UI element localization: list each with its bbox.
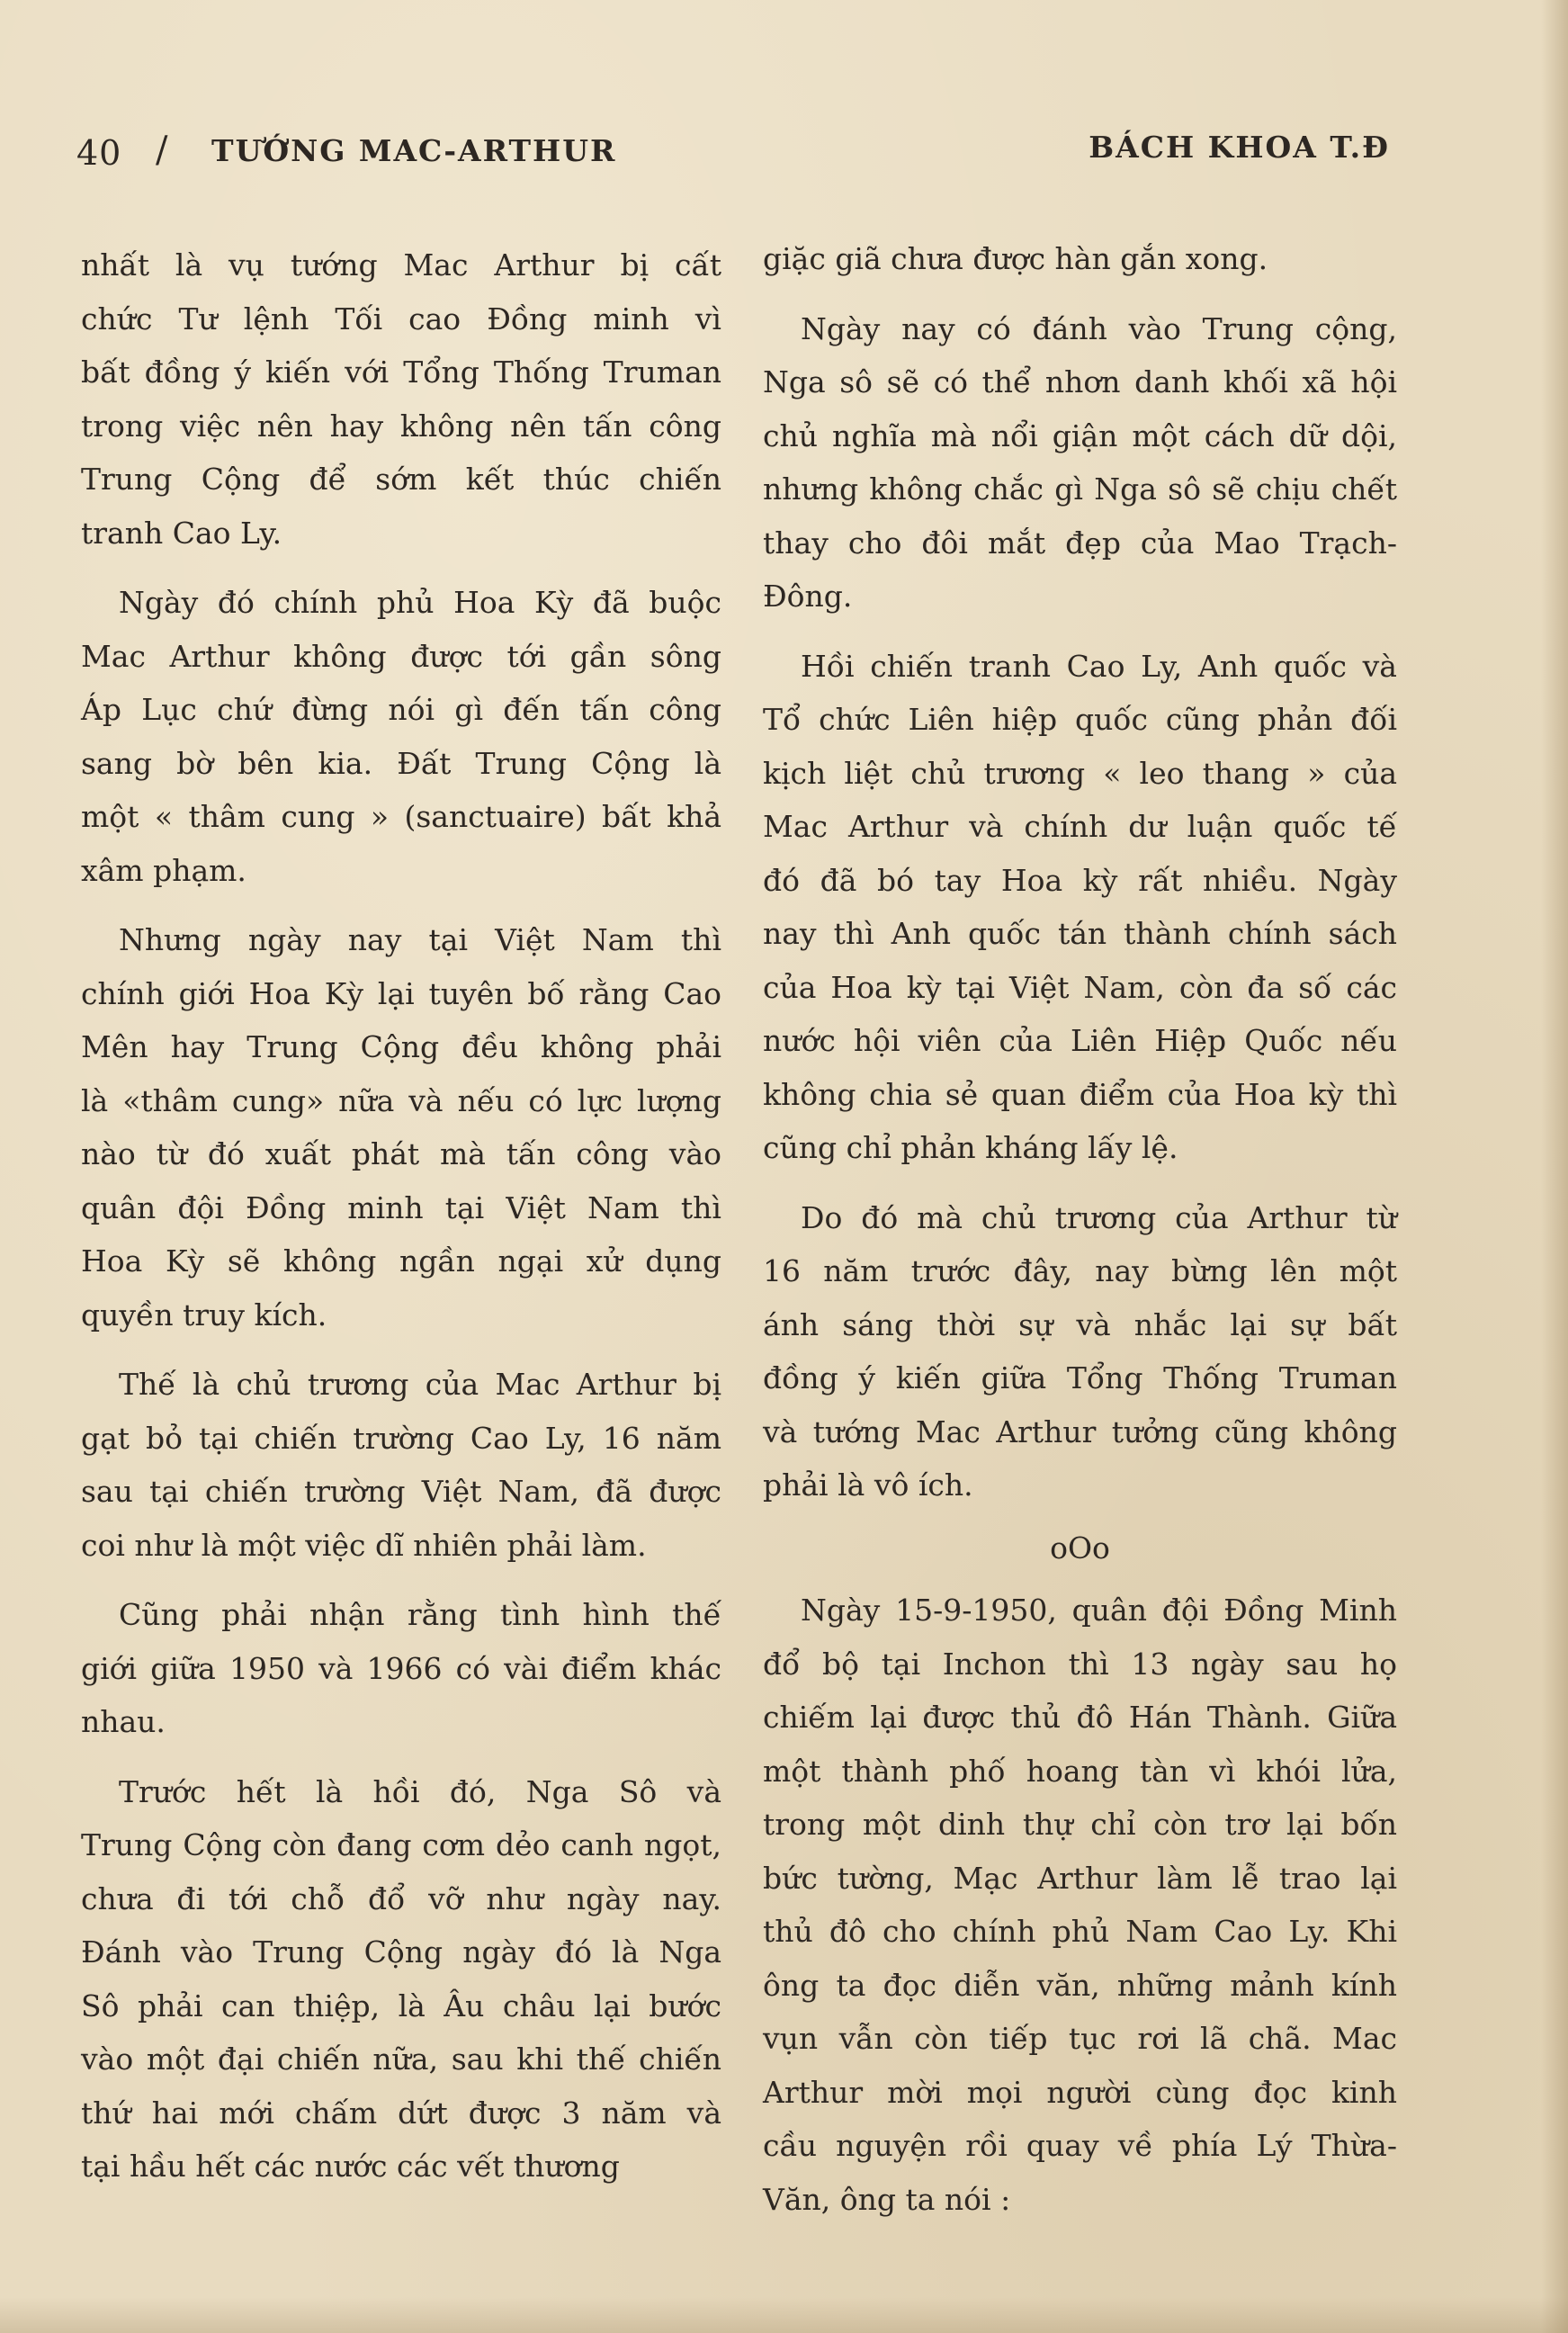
text-line: kịch liệt chủ trương « leo thang » của <box>763 755 1397 791</box>
text-line: nào từ đó xuất phát mà tấn công vào <box>81 1136 721 1171</box>
text-line: Mac Arthur không được tới gần sông <box>81 638 721 674</box>
text-line: quyền truy kích. <box>81 1297 327 1333</box>
text-line: xâm phạm. <box>81 852 246 888</box>
text-line: Arthur mời mọi người cùng đọc kinh <box>763 2074 1397 2110</box>
text-line: một « thâm cung » (sanctuaire) bất khả <box>81 799 721 834</box>
text-line: Ngày 15-9-1950, quân đội Đồng Minh <box>801 1593 1397 1628</box>
text-line: nay thì Anh quốc tán thành chính sách <box>763 916 1397 951</box>
text-line: thủ đô cho chính phủ Nam Cao Ly. Khi <box>763 1914 1397 1949</box>
paragraph <box>81 238 721 560</box>
text-line: Nga sô sẽ có thể nhơn danh khối xã hội <box>763 364 1397 399</box>
text-line: nước hội viên của Liên Hiệp Quốc nếu <box>763 1023 1397 1058</box>
text-line: Văn, ông ta nói : <box>763 2181 1011 2217</box>
paragraph <box>81 1358 721 1572</box>
text-line: sau tại chiến trường Việt Nam, đã được <box>81 1474 721 1509</box>
text-line: đổ bộ tại Inchon thì 13 ngày sau họ <box>763 1646 1397 1682</box>
text-line: sang bờ bên kia. Đất Trung Cộng là <box>81 745 721 781</box>
text-line: Do đó mà chủ trương của Arthur từ <box>801 1199 1397 1235</box>
text-line: Trung Cộng để sớm kết thúc chiến <box>81 462 721 497</box>
text-line: đó đã bó tay Hoa kỳ rất nhiều. Ngày <box>763 862 1397 898</box>
text-line: tranh Cao Ly. <box>81 515 282 551</box>
text-line: giặc giã chưa được hàn gắn xong. <box>763 241 1268 276</box>
paragraph <box>763 302 1397 624</box>
text-line: cũng chỉ phản kháng lấy lệ. <box>763 1130 1178 1165</box>
paragraph <box>81 1765 721 2194</box>
text-line: Thế là chủ trương của Mac Arthur bị <box>119 1367 721 1402</box>
text-line: chưa đi tới chỗ đổ vỡ như ngày nay. <box>81 1880 721 1916</box>
text-line: Trước hết là hồi đó, Nga Sô và <box>119 1773 721 1809</box>
text-line: cầu nguyện rồi quay về phía Lý Thừa- <box>763 2128 1397 2163</box>
text-line: Nhưng ngày nay tại Việt Nam thì <box>119 922 721 957</box>
paragraph <box>763 232 1397 286</box>
paragraph <box>763 1191 1397 1512</box>
text-line: thay cho đôi mắt đẹp của Mao Trạch- <box>763 525 1397 561</box>
text-line: nhất là vụ tướng Mac Arthur bị cất <box>81 247 721 283</box>
text-line: gạt bỏ tại chiến trường Cao Ly, 16 năm <box>81 1420 721 1456</box>
text-line: Áp Lục chứ đừng nói gì đến tấn công <box>81 692 721 727</box>
text-line: Mên hay Trung Cộng đều không phải <box>81 1029 721 1064</box>
text-line: thứ hai mới chấm dứt được 3 năm và <box>81 2095 721 2131</box>
text-line: Đánh vào Trung Cộng ngày đó là Nga <box>81 1934 721 1970</box>
text-line: nhưng không chắc gì Nga sô sẽ chịu chết <box>763 471 1397 507</box>
text-line: 16 năm trước đây, nay bừng lên một <box>763 1253 1397 1288</box>
page-header <box>76 126 1390 180</box>
section-separator: oOo <box>1050 1530 1110 1566</box>
text-line: trong việc nên hay không nên tấn công <box>81 408 721 444</box>
text-line: Đông. <box>763 579 853 614</box>
text-line: bất đồng ý kiến với Tổng Thống Truman <box>81 354 721 390</box>
text-line: coi như là một việc dĩ nhiên phải làm. <box>81 1527 647 1563</box>
text-line: chủ nghĩa mà nổi giận một cách dữ dội, <box>763 417 1397 453</box>
text-line: phải là vô ích. <box>763 1467 973 1503</box>
paragraph <box>81 576 721 897</box>
text-line: vụn vẫn còn tiếp tục rơi lã chã. Mac <box>763 2021 1397 2056</box>
text-line: và tướng Mac Arthur tưởng cũng không <box>763 1413 1397 1449</box>
text-line: trong một dinh thự chỉ còn trơ lại bốn <box>763 1807 1397 1842</box>
header-separator: / <box>156 130 168 171</box>
text-line: Sô phải can thiệp, là Âu châu lại bước <box>81 1988 721 2023</box>
text-line: là «thâm cung» nữa và nếu có lực lượng <box>81 1082 721 1118</box>
text-line: bức tường, Mạc Arthur làm lễ trao lại <box>763 1860 1397 1896</box>
text-line: vào một đại chiến nữa, sau khi thế chiến <box>81 2041 721 2077</box>
paragraph <box>763 640 1397 1175</box>
paragraph <box>81 1588 721 1749</box>
text-line: chiếm lại được thủ đô Hán Thành. Giữa <box>763 1700 1397 1735</box>
text-line: chính giới Hoa Kỳ lại tuyên bố rằng Cao <box>81 975 721 1011</box>
text-line: giới giữa 1950 và 1966 có vài điểm khác <box>81 1650 721 1686</box>
paragraph <box>763 1584 1397 2226</box>
text-line: Hoa Kỳ sẽ không ngần ngại xử dụng <box>81 1243 721 1279</box>
page-number: 40 <box>76 133 122 173</box>
text-line: tại hầu hết các nước các vết thương <box>81 2149 620 2184</box>
text-line: quân đội Đồng minh tại Việt Nam thì <box>81 1189 721 1225</box>
publication-title: BÁCH KHOA T.Đ <box>1089 130 1390 165</box>
text-line: chức Tư lệnh Tối cao Đồng minh vì <box>81 301 721 336</box>
text-line: nhau. <box>81 1704 166 1739</box>
text-line: Mac Arthur và chính dư luận quốc tế <box>763 809 1397 844</box>
page-bottom-shadow <box>0 2297 1568 2333</box>
text-line: Ngày đó chính phủ Hoa Kỳ đã buộc <box>119 585 721 620</box>
right-column <box>763 232 1397 2242</box>
text-line: một thành phố hoang tàn vì khói lửa, <box>763 1753 1397 1789</box>
page-edge-shadow <box>1541 0 1568 2333</box>
text-line: không chia sẻ quan điểm của Hoa kỳ thì <box>763 1076 1397 1112</box>
text-line: Trung Cộng còn đang cơm dẻo canh ngọt, <box>81 1827 721 1862</box>
text-line: ông ta đọc diễn văn, những mảnh kính <box>763 1967 1397 2003</box>
text-line: Cũng phải nhận rằng tình hình thế <box>119 1597 721 1632</box>
left-column <box>81 238 721 2210</box>
text-line: Ngày nay có đánh vào Trung cộng, <box>801 310 1397 346</box>
text-line: ánh sáng thời sự và nhắc lại sự bất <box>763 1306 1397 1342</box>
text-line: của Hoa kỳ tại Việt Nam, còn đa số các <box>763 969 1397 1005</box>
paragraph <box>81 913 721 1341</box>
text-line: Tổ chức Liên hiệp quốc cũng phản đối <box>763 702 1397 737</box>
running-title: TƯỚNG MAC-ARTHUR <box>211 133 617 168</box>
text-line: Hồi chiến tranh Cao Ly, Anh quốc và <box>801 648 1397 684</box>
text-line: đồng ý kiến giữa Tổng Thống Truman <box>763 1360 1397 1395</box>
